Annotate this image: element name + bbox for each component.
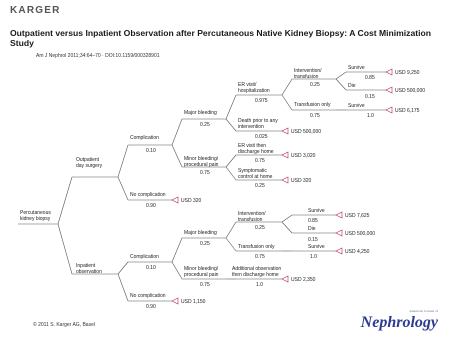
in-nocomp-prob: 0.90 (146, 304, 156, 310)
out-survive-a-cost: USD 9,250 (395, 70, 420, 76)
outpatient-label-1: Outpatient (76, 157, 100, 163)
out-death-label-2: intervention (238, 124, 264, 130)
root-label-line1: Percutaneous (20, 210, 51, 216)
out-trans-label: Transfusion only (294, 102, 331, 108)
out-survive-a-prob: 0.85 (365, 75, 375, 81)
out-major-prob: 0.25 (200, 122, 210, 128)
in-trans-prob: 0.75 (255, 254, 265, 260)
out-erdis-cost: USD 3,020 (291, 153, 316, 159)
out-survive-b-cost: USD 6,175 (395, 108, 420, 114)
in-minor-label-1: Minor bleeding/ (184, 266, 219, 272)
out-symp-cost: USD 320 (291, 178, 312, 184)
brand-logo: KARGER (10, 5, 61, 16)
citation: Am J Nephrol 2011;34:64–70 · DOI:10.1159/000328901 (36, 53, 160, 59)
out-int-label-2: transfusion (294, 74, 319, 80)
root-label-line2: kidney biopsy (20, 216, 51, 222)
journal-logo (348, 309, 438, 333)
out-er-label-2: hospitalization (238, 88, 270, 94)
out-int-label-1: Intervention/ (294, 68, 322, 74)
in-survive-b-cost: USD 4,250 (345, 249, 370, 255)
in-trans-label: Transfusion only (238, 244, 275, 250)
out-die-a-cost: USD 500,000 (395, 88, 426, 94)
journal-name: Nephrology (360, 314, 438, 331)
out-nocomp-label: No complication (130, 192, 166, 198)
out-complication-label: Complication (130, 135, 159, 141)
in-survive-b-label: Survive (308, 244, 325, 250)
out-death-prob: 0.025 (255, 134, 268, 140)
out-trans-prob: 0.75 (310, 113, 320, 119)
in-nocomp-label: No complication (130, 293, 166, 299)
in-survive-b-prob: 1.0 (310, 254, 317, 260)
in-int-label-2: transfusion (238, 217, 263, 223)
in-die-a-prob: 0.15 (308, 237, 318, 243)
in-survive-a-prob: 0.85 (308, 218, 318, 224)
out-survive-a-label: Survive (348, 65, 365, 71)
out-death-label-1: Death prior to any (238, 118, 278, 124)
out-die-a-label: Die (348, 83, 356, 89)
outpatient-branch (72, 65, 425, 209)
out-erdis-label-2: discharge home (238, 149, 274, 155)
in-survive-a-label: Survive (308, 208, 325, 214)
out-nocomp-cost: USD 320 (181, 198, 202, 204)
out-erdis-prob: 0.75 (255, 158, 265, 164)
in-nocomp-cost: USD 1,150 (181, 299, 206, 305)
out-int-prob: 0.25 (310, 82, 320, 88)
out-survive-b-prob: 1.0 (367, 113, 374, 119)
terminal-marker (172, 197, 178, 203)
out-er-prob: 0.975 (255, 98, 268, 104)
in-addobs-label-1: Additional observation (232, 266, 282, 272)
in-addobs-prob: 1.0 (256, 282, 263, 288)
out-erdis-label-1: ER visit then (238, 143, 267, 149)
in-survive-a-cost: USD 7,625 (345, 213, 370, 219)
out-death-cost: USD 500,000 (291, 129, 322, 135)
in-addobs-cost: USD 2,350 (291, 277, 316, 283)
in-major-prob: 0.25 (200, 241, 210, 247)
copyright: © 2011 S. Karger AG, Basel (33, 322, 95, 328)
out-minor-label-2: procedural pain (184, 162, 219, 168)
in-complication-label: Complication (130, 254, 159, 260)
page-title: Outpatient versus Inpatient Observation after Percutaneous Native Kidney Biopsy: A Cost Minimization Study (10, 28, 432, 48)
inpatient-label-1: Inpatient (76, 263, 96, 269)
in-minor-label-2: procedural pain (184, 272, 219, 278)
out-die-a-prob: 0.15 (365, 94, 375, 100)
in-complication-prob: 0.10 (146, 265, 156, 271)
out-major-label: Major bleeding (184, 110, 217, 116)
in-major-label: Major bleeding (184, 230, 217, 236)
out-survive-b-label: Survive (348, 103, 365, 109)
out-er-label-1: ER visit/ (238, 82, 257, 88)
inpatient-branch (72, 208, 375, 310)
out-symp-label-2: control at home (238, 174, 273, 180)
out-nocomp-prob: 0.90 (146, 203, 156, 209)
out-symp-label-1: Symptomatic (238, 168, 267, 174)
root-node (18, 177, 72, 274)
in-int-prob: 0.25 (255, 225, 265, 231)
out-symp-prob: 0.25 (255, 183, 265, 189)
out-minor-label-1: Minor bleeding/ (184, 156, 219, 162)
inpatient-label-2: observation (76, 269, 102, 275)
in-die-a-label: Die (308, 226, 316, 232)
in-minor-prob: 0.75 (200, 282, 210, 288)
out-complication-prob: 0.10 (146, 148, 156, 154)
outpatient-label-2: day surgery (76, 163, 103, 169)
in-addobs-label-2: then discharge home (232, 272, 279, 278)
in-int-label-1: Intervention/ (238, 211, 266, 217)
out-minor-prob: 0.75 (200, 170, 210, 176)
journal-small-text: American Journal of (409, 309, 438, 313)
in-die-a-cost: USD 500,000 (345, 231, 376, 237)
